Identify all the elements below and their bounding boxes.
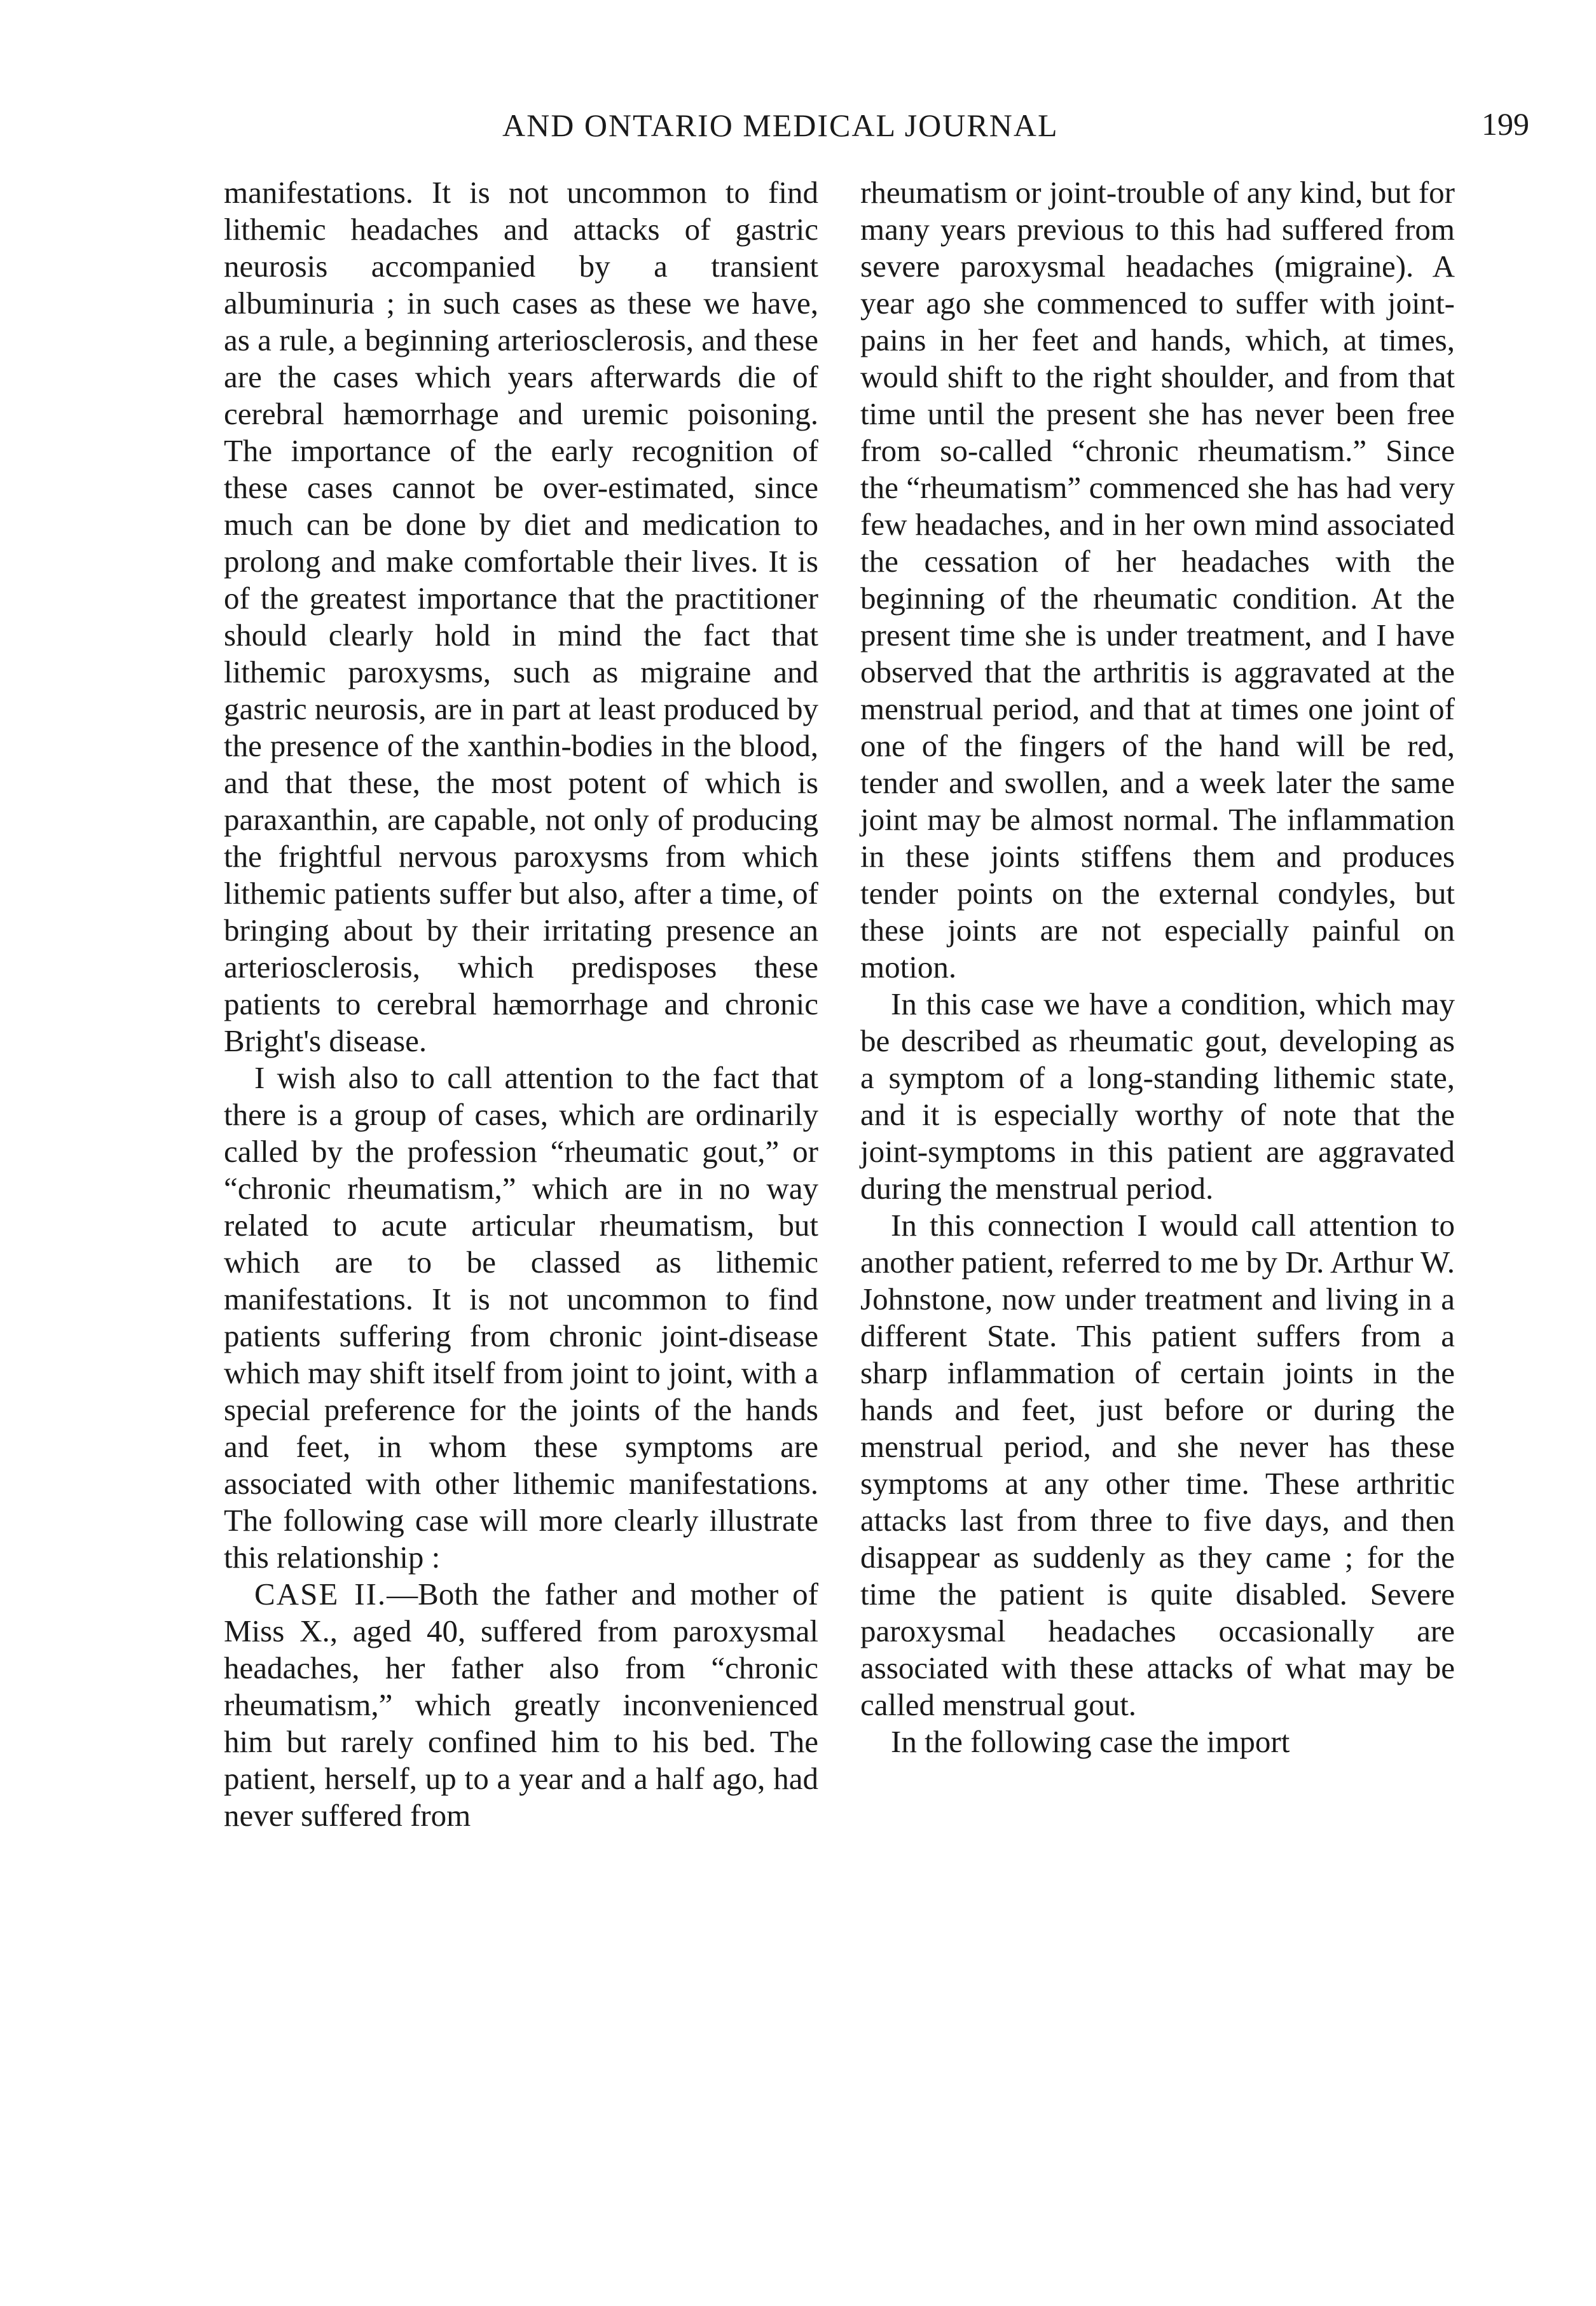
case-paragraph xyxy=(224,1576,818,1834)
running-title: AND ONTARIO MEDICAL JOURNAL xyxy=(502,107,1059,143)
right-column xyxy=(860,174,1455,1760)
page-number: 199 xyxy=(1482,106,1529,142)
case-text: —Both the father and mother of Miss X., aged 40, suffered from paroxysmal headaches, her father also from “chronic rheumatism,” which greatly inconvenienced him but rarely confined him to his bed. The patient, herself, up to a year and a half ago, had never suffered from xyxy=(224,1577,818,1833)
paragraph: manifestations. It is not uncommon to find lithemic headaches and attacks of gastric neurosis accompanied by a transient albuminuria ; in such cases as these we have, as a rule, a beginning arteriosclerosis, and these are the cases which years afterwards die of cerebral hæmorrhage and uremic poisoning. The importance of the early recognition of these cases cannot be over-estimated, since much can be done by diet and medication to prolong and make comfortable their lives. It is of the greatest importance that the practitioner should clearly hold in mind the fact that lithemic paroxysms, such as migraine and gastric neurosis, are in part at least produced by the presence of the xanthin-bodies in the blood, and that these, the most potent of which is paraxanthin, are capable, not only of producing the frightful nervous paroxysms from which lithemic patients suffer but also, after a time, of bringing about by their irritating presence an arteriosclerosis, which predisposes these patients to cerebral hæmorrhage and chronic Bright's disease. xyxy=(224,175,818,1058)
paragraph: I wish also to call attention to the fact that there is a group of cases, which are ordinarily called by the profession “rheumatic gout,” or “chronic rheumatism,” which are in no way related to acute articular rheumatism, but which are to be classed as lithemic manifestations. It is not uncommon to find patients suffering from chronic joint-disease which may shift itself from joint to joint, with a special preference for the joints of the hands and feet, in whom these symptoms are associated with other lithemic manifestations. The following case will more clearly illustrate this relationship : xyxy=(224,1060,818,1575)
paragraph: rheumatism or joint-trouble of any kind, but for many years previous to this had suffered from severe paroxysmal headaches (migraine). A year ago she commenced to suffer with joint-pains in her feet and hands, which, at times, would shift to the right shoulder, and from that time until the present she has never been free from so-called “chronic rheumatism.” Since the “rheumatism” commenced she has had very few headaches, and in her own mind associated the cessation of her headaches with the beginning of the rheumatic condition. At the present time she is under treatment, and I have observed that the arthritis is aggravated at the menstrual period, and that at times one joint of one of the fingers of the hand will be red, tender and swollen, and a week later the same joint may be almost normal. The inflammation in these joints stiffens them and produces tender points on the external condyles, but these joints are not especially painful on motion. xyxy=(860,175,1455,984)
paragraph: In the following case the import xyxy=(891,1724,1290,1759)
paragraph: In this case we have a condition, which may be described as rheumatic gout, developing as a symptom of a long-standing lithemic state, and it is especially worthy of note that the joint-symptoms in this patient are aggravated during the menstrual period. xyxy=(860,986,1455,1206)
case-label: CASE II. xyxy=(254,1577,387,1612)
paragraph: In this connection I would call attention to another patient, referred to me by Dr. Arthur W. Johnstone, now under treatment and living in a different State. This patient suffers from a sharp inflammation of certain joints in the hands and feet, just before or during the menstrual period, and she never has these symptoms at any other time. These arthritic attacks last from three to five days, and then disappear as suddenly as they came ; for the time the patient is quite disabled. Severe paroxysmal headaches occasionally are associated with these attacks of what may be called menstrual gout. xyxy=(860,1208,1455,1722)
left-column xyxy=(224,174,818,1834)
